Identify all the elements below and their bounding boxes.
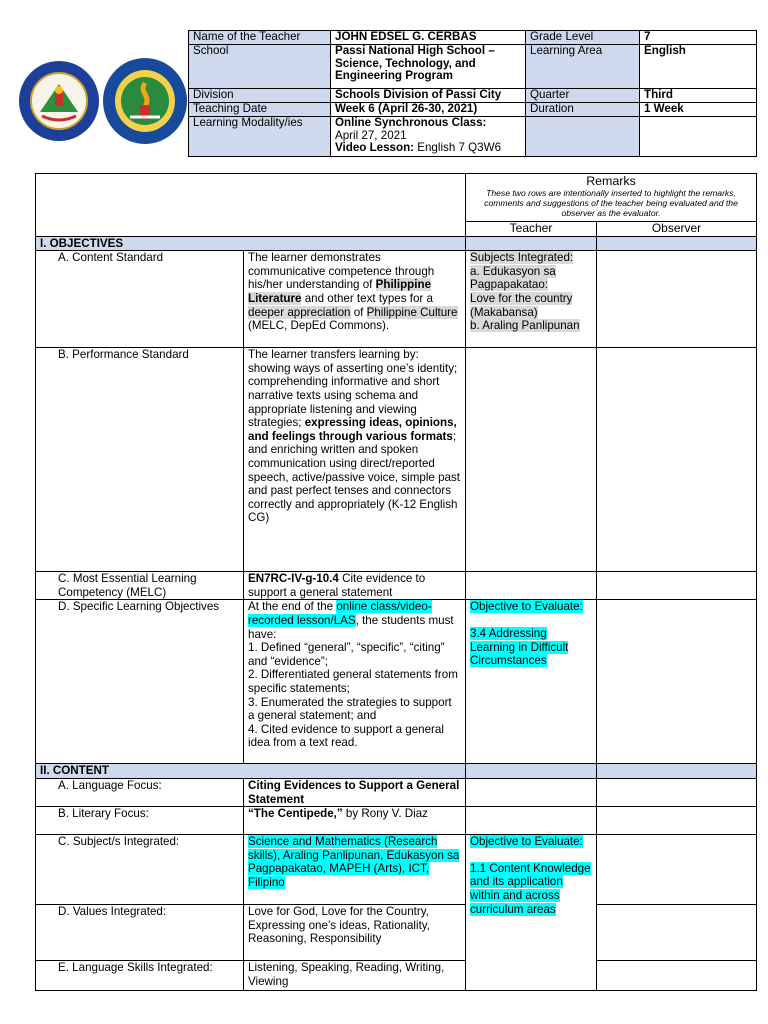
language-focus-label: A. Language Focus: <box>36 778 244 806</box>
content-section-teacher <box>466 764 597 779</box>
melc-teacher-remark <box>466 572 597 600</box>
melc-label: C. Most Essential Learning Competency (MELC) <box>36 572 244 600</box>
lesson-plan-table <box>35 173 757 991</box>
melc-text: EN7RC-IV-g-10.4 Cite evidence to support a general statement <box>244 572 466 600</box>
literary-focus-label: B. Literary Focus: <box>36 807 244 835</box>
modality-value <box>331 117 526 157</box>
language-focus-teacher-remark <box>466 778 597 806</box>
duration-value: 1 Week <box>640 103 757 117</box>
language-focus-observer-remark <box>597 778 757 806</box>
language-skills-value: Listening, Speaking, Reading, Writing, Viewing <box>244 961 466 991</box>
objectives-section-title: I. OBJECTIVES <box>36 236 466 251</box>
remarks-title: Remarks <box>586 174 636 188</box>
specific-objectives-text: At the end of the online class/video-recorded lesson/LAS, the students must have: 1. Defined “general”, “specific”, “citing” and “evidence”; 2. Differentiated general statements from specific statements; 3. Enumerated the strategies to support a general statement; and 4. Cited evidence to support a general idea from a text read. <box>244 600 466 764</box>
observer-column-header: Observer <box>597 222 757 237</box>
melc-observer-remark <box>597 572 757 600</box>
objectives-section-teacher <box>466 236 597 251</box>
school-seal <box>102 57 188 145</box>
sync-class-label: Online Synchronous Class: <box>335 116 487 129</box>
subjects-integrated-value: Science and Mathematics (Research skills), Araling Panlipunan, Edukasyon sa Pagpapakatao, MAPEH (Arts), ICT, Filipino <box>244 835 466 905</box>
values-integrated-observer-remark <box>597 905 757 961</box>
school-label: School <box>189 45 331 89</box>
language-focus-value: Citing Evidences to Support a General Statement <box>244 778 466 806</box>
specific-objectives-observer-remark <box>597 600 757 764</box>
grade-value: 7 <box>640 31 757 45</box>
teacher-value: JOHN EDSEL G. CERBAS <box>331 31 526 45</box>
duration-label: Duration <box>526 103 640 117</box>
lesson-header-table <box>188 30 757 157</box>
sync-class-date: April 27, 2021 <box>335 128 407 142</box>
video-lesson-label: Video Lesson: <box>335 141 415 155</box>
grade-label: Grade Level <box>526 31 640 45</box>
performance-standard-label: B. Performance Standard <box>36 348 244 572</box>
quarter-value: Third <box>640 89 757 103</box>
deped-division-seal <box>18 60 100 142</box>
modality-blank-label <box>526 117 640 157</box>
school-value: Passi National High School – Science, Technology, and Engineering Program <box>331 45 526 89</box>
date-value: Week 6 (April 26-30, 2021) <box>331 103 526 117</box>
language-skills-observer-remark <box>597 961 757 991</box>
performance-standard-observer-remark <box>597 348 757 572</box>
literary-focus-teacher-remark <box>466 807 597 835</box>
quarter-label: Quarter <box>526 89 640 103</box>
content-standard-teacher-remark: Subjects Integrated: a. Edukasyon sa Pagpapakatao: Love for the country (Makabansa) b. Araling Panlipunan <box>466 251 597 348</box>
remarks-header <box>466 174 757 222</box>
area-label: Learning Area <box>526 45 640 89</box>
specific-objectives-label: D. Specific Learning Objectives <box>36 600 244 764</box>
content-standard-observer-remark <box>597 251 757 348</box>
video-lesson-value: English 7 Q3W6 <box>414 141 502 155</box>
content-standard-text: The learner demonstrates communicative competence through his/her understanding of Philippine Literature and other text types for a deeper appreciation of Philippine Culture (MELC, DepEd Commons). <box>244 251 466 348</box>
specific-objectives-teacher-remark: Objective to Evaluate: 3.4 Addressing Learning in Difficult Circumstances <box>466 600 597 764</box>
remarks-note: These two rows are intentionally inserted to highlight the remarks, comments and suggestions of the teacher being evaluated and the observer as the evaluator. <box>484 188 738 219</box>
content-section-title: II. CONTENT <box>36 764 466 779</box>
modality-blank-value <box>640 117 757 157</box>
values-integrated-label: D. Values Integrated: <box>36 905 244 961</box>
objectives-section-observer <box>597 236 757 251</box>
modality-label: Learning Modality/ies <box>189 117 331 157</box>
content-standard-label: A. Content Standard <box>36 251 244 348</box>
subjects-integrated-observer-remark <box>597 835 757 905</box>
content-section-observer <box>597 764 757 779</box>
area-value: English <box>640 45 757 89</box>
literary-focus-value: “The Centipede,” by Rony V. Diaz <box>244 807 466 835</box>
values-integrated-value: Love for God, Love for the Country, Expressing one’s ideas, Rationality, Reasoning, Responsibility <box>244 905 466 961</box>
subjects-integrated-teacher-remark: Objective to Evaluate: 1.1 Content Knowledge and its application within and across curriculum areas <box>466 835 597 991</box>
teacher-column-header: Teacher <box>466 222 597 237</box>
subjects-integrated-label: C. Subject/s Integrated: <box>36 835 244 905</box>
teacher-label: Name of the Teacher <box>189 31 331 45</box>
performance-standard-teacher-remark <box>466 348 597 572</box>
date-label: Teaching Date <box>189 103 331 117</box>
division-value: Schools Division of Passi City <box>331 89 526 103</box>
literary-focus-observer-remark <box>597 807 757 835</box>
language-skills-label: E. Language Skills Integrated: <box>36 961 244 991</box>
performance-standard-text: The learner transfers learning by: showing ways of asserting one’s identity; comprehending informative and short narrative texts using schema and appropriate listening and viewing strategies; expressing ideas, opinions, and feelings through various formats; and enriching written and spoken communication using direct/reported speech, active/passive voice, simple past and past perfect tenses and connectors correctly and appropriately (K-12 English CG) <box>244 348 466 572</box>
division-label: Division <box>189 89 331 103</box>
remarks-blank <box>36 174 466 237</box>
